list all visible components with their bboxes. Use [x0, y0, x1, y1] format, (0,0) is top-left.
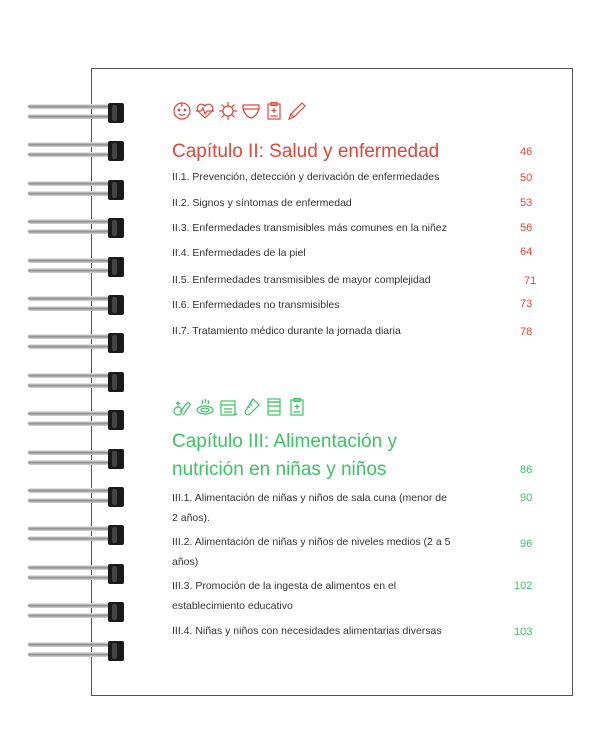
binding-ring [28, 103, 124, 125]
binding-ring [28, 487, 124, 509]
toc-page-3-2: 96 [520, 538, 533, 550]
binding-ring [28, 257, 124, 279]
toc-page-2-2: 53 [520, 197, 533, 209]
toc-page-3-4: 103 [514, 626, 533, 638]
binding-ring [28, 602, 124, 624]
binding-ring [28, 564, 124, 586]
vegetables-icon [172, 397, 192, 417]
chapter2-title[interactable]: Capítulo II: Salud y enfermedad [172, 141, 440, 162]
toc-item-2-6[interactable]: II.6. Enfermedades no transmisibles [172, 299, 340, 311]
toc-item-3-3[interactable]: III.3. Promoción de la ingesta de alimentos en el establecimiento educativo [172, 580, 397, 612]
binding-ring [28, 410, 124, 432]
binding-ring [28, 333, 124, 355]
toc-page-2-3: 56 [520, 222, 533, 234]
clipboard-icon [264, 101, 284, 121]
binding-ring [28, 525, 124, 547]
toc-page-2-4: 64 [520, 246, 533, 258]
toc-item-2-4[interactable]: II.4. Enfermedades de la piel [172, 247, 306, 259]
binding-ring [28, 295, 124, 317]
baby-face-icon [172, 101, 192, 121]
binding-ring [28, 218, 124, 240]
toc-page-2-5: 71 [524, 275, 537, 287]
clipboard-icon [287, 397, 307, 417]
toc-item-2-1[interactable]: II.1. Prevención, detección y derivación de enfermedades [172, 171, 440, 183]
toc-page-2-6: 73 [520, 298, 533, 310]
binding-ring [28, 372, 124, 394]
toc-item-3-4[interactable]: III.4. Niñas y niños con necesidades alimentarias diversas [172, 625, 442, 637]
toc-page-2-7: 78 [520, 326, 533, 338]
toc-item-2-3[interactable]: II.3. Enfermedades transmisibles más comunes en la niñez [172, 222, 447, 234]
chapter2-icons [172, 101, 307, 121]
baby-bottle-icon [241, 397, 261, 417]
binding-ring [28, 449, 124, 471]
toc-page-3-1: 90 [520, 492, 533, 504]
bowl-icon [195, 397, 215, 417]
toc-page-2-1: 50 [520, 172, 533, 184]
binding-ring [28, 180, 124, 202]
thermometer-icon [287, 101, 307, 121]
binding-ring [28, 141, 124, 163]
formula-icon [218, 397, 238, 417]
binding-ring [28, 641, 124, 663]
toc-item-3-1[interactable]: III.1. Alimentación de niñas y niños de sala cuna (menor de 2 años). [172, 492, 447, 524]
chapter3-title-line1[interactable]: Capítulo III: Alimentación y [172, 431, 397, 452]
chapter2-page: 46 [520, 146, 533, 158]
heartbeat-icon [195, 101, 215, 121]
chapter3-title-line2[interactable]: nutrición en niñas y niños [172, 459, 387, 480]
diaper-icon [241, 101, 261, 121]
toc-item-2-7[interactable]: II.7. Tratamiento médico durante la jornada diaria [172, 325, 401, 337]
jar-icon [264, 397, 284, 417]
toc-page-3-3: 102 [514, 580, 533, 592]
toc-item-2-2[interactable]: II.2. Signos y síntomas de enfermedad [172, 197, 352, 209]
chapter3-page: 86 [520, 464, 533, 476]
chapter3-icons [172, 397, 307, 417]
toc-item-3-2[interactable]: III.2. Alimentación de niñas y niños de niveles medios (2 a 5 años) [172, 536, 451, 568]
virus-icon [218, 101, 238, 121]
toc-item-2-5[interactable]: II.5. Enfermedades transmisibles de mayor complejidad [172, 274, 431, 286]
